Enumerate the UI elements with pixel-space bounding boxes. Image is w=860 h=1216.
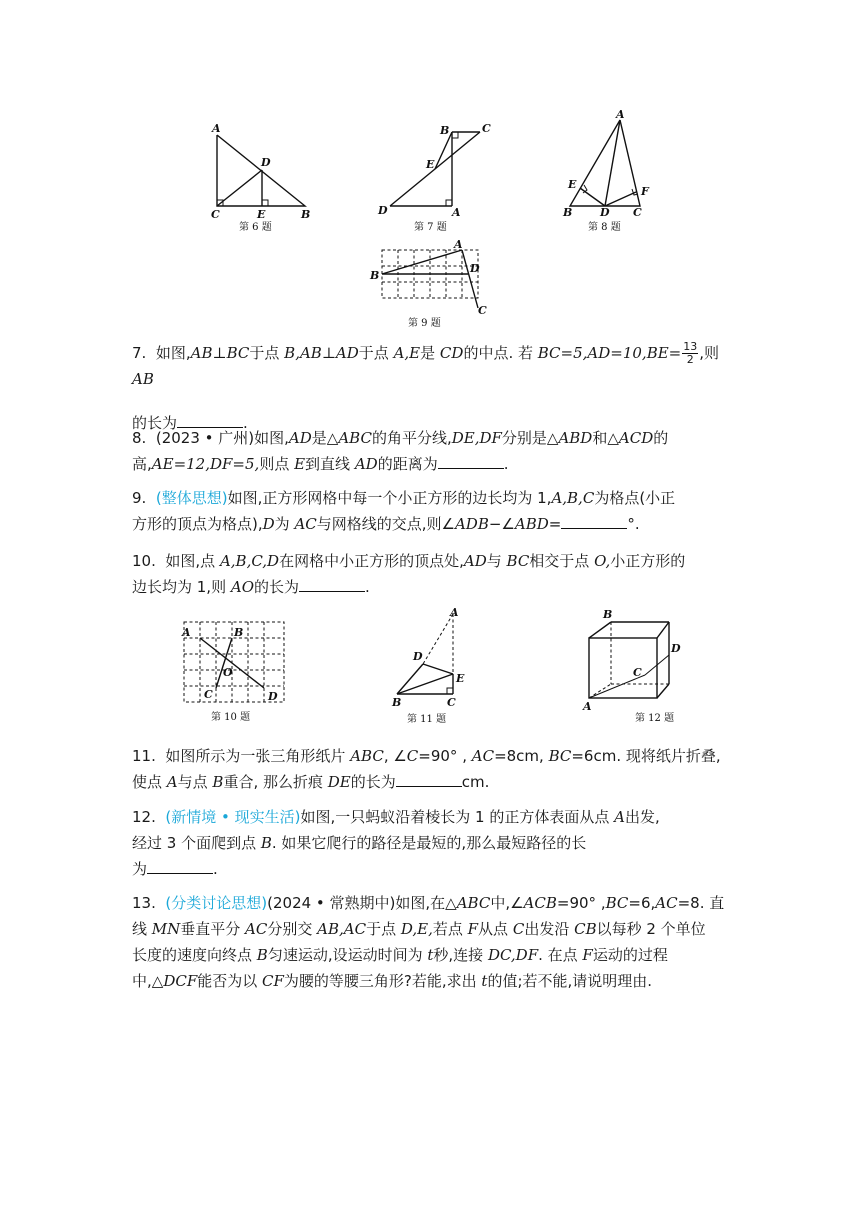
answer-blank [561,514,627,529]
point-label: B [563,206,573,219]
point-label: D [671,642,681,655]
point-label: B [392,696,402,709]
problem-tag: (整体思想) [155,489,228,507]
point-label: B [440,124,450,137]
point-label: B [301,208,311,221]
point-label: B [603,608,613,621]
figure-caption: 第 9 题 [408,318,441,329]
point-label: E [456,672,465,685]
figure-caption: 第 8 题 [588,222,621,233]
problem-13: 13. (分类讨论思想)(2024 • 常熟期中)如图,在△ABC中,∠ACB=90° ,BC=6,AC=8. 直 线 MN垂直平分 AC分别交 AB,AC于点 D,E,若点 F从点 C出发沿 CB以每秒 2 个单位 长度的速度向终点 B匀速运动,设运动时间为 t秒,连接 DC,DF. 在点 F运动的过程 中,△DCF能否为以 CF为腰的等腰三角形?若能,求出 t的值;若不能,请说明理由. [132,894,725,990]
problem-9: 9. (整体思想)如图,正方形网格中每一个小正方形的边长均为 1,A,B,C为格点(小正 方形的顶点为格点),D为 AC与网格线的交点,则∠ADB−∠ABD= °. [132,489,676,533]
point-label: O [223,666,233,679]
problem-12: 12. (新情境 • 现实生活)如图,一只蚂蚁沿着棱长为 1 的正方体表面从点 A出发, 经过 3 个面爬到点 B. 如果它爬行的路径是最短的,那么最短路径的长 为 . [132,808,660,878]
point-label: A [583,700,592,713]
figure-12 [575,600,685,728]
point-label: C [478,304,487,317]
figure-caption: 第 11 题 [407,714,447,725]
point-label: A [212,122,221,135]
point-label: C [447,696,456,709]
point-label: A [450,606,459,619]
figure-caption: 第 6 题 [239,222,272,233]
problem-10: 10. 如图,点 A,B,C,D在网格中小正方形的顶点处,AD与 BC相交于点 O,小正方形的 边长均为 1,则 AO的长为 . [132,552,686,596]
fraction: $\frac{13}{2}$ [683,340,698,366]
figure-caption: 第 10 题 [211,712,251,723]
figure-caption: 第 7 题 [414,222,447,233]
point-label: C [482,122,491,135]
point-label: F [641,185,649,198]
point-label: E [257,208,266,221]
point-label: A [616,108,625,121]
point-label: A [452,206,461,219]
point-label: C [211,208,220,221]
point-label: A [182,626,191,639]
point-label: D [470,262,480,275]
point-label: D [261,156,271,169]
figure-6 [205,120,320,235]
figure-8 [560,108,670,235]
point-label: A [454,238,463,251]
problem-7-line-1: 7. 如图,AB⊥BC于点 B,AB⊥AD于点 A,E是 CD的中点. 若 BC=5,AD=10,BE= $\frac{13}{2}$ ,则 AB [132,340,720,388]
point-label: D [413,650,423,663]
problem-8: 8. (2023 • 广州)如图,AD是△ABC的角平分线,DE,DF分别是△ABD和△ACD的 高,AE=12,DF=5,则点 E到直线 AD的距离为 . [132,429,669,473]
point-label: B [234,626,244,639]
figure-7 [372,120,502,235]
answer-blank [299,577,365,592]
point-label: D [268,690,278,703]
figure-11 [385,604,485,728]
problem-7-line-2: 的长为 . [132,414,248,432]
problem-tag: (分类讨论思想) [165,894,268,912]
answer-blank [396,772,462,787]
point-label: D [378,204,388,217]
point-label: D [600,206,610,219]
point-label: C [633,206,642,219]
answer-blank [147,859,213,874]
point-label: C [204,688,213,701]
point-label: C [633,666,642,679]
answer-blank [438,454,504,469]
point-label: E [568,178,577,191]
figure-9 [360,236,500,334]
figure-caption: 第 12 题 [635,713,675,724]
point-label: B [370,269,380,282]
problem-11: 11. 如图所示为一张三角形纸片 ABC, ∠C=90° , AC=8cm, BC=6cm. 现将纸片折叠, 使点 A与点 B重合, 那么折痕 DE的长为 cm. [132,747,721,791]
problem-7 [132,340,732,436]
point-label: E [426,158,435,171]
problem-tag: (新情境 • 现实生活) [165,808,301,826]
figure-10 [174,614,294,730]
